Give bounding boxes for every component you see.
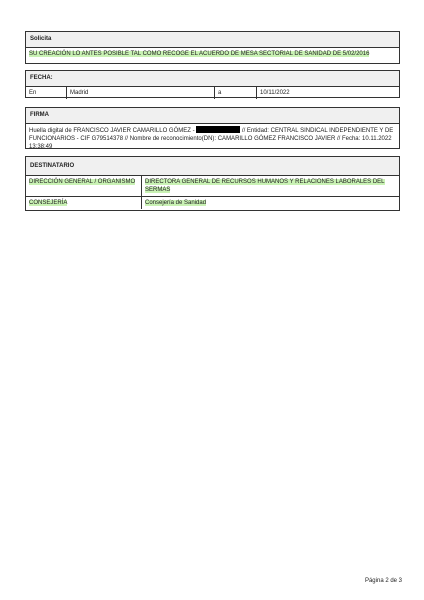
destinatario-section [25, 156, 400, 211]
destinatario-row [26, 196, 399, 209]
direccion-label: DIRECCIÓN GENERAL / ORGANISMO [29, 179, 136, 185]
firma-section [25, 107, 400, 149]
page-number: Página 2 de 3 [364, 578, 402, 584]
fecha-a-label: a [214, 87, 256, 99]
fecha-en-label: En [29, 90, 37, 96]
fecha-header: FECHA: [26, 71, 399, 87]
destinatario-header: DESTINATARIO [26, 157, 399, 176]
firma-header: FIRMA [26, 108, 399, 124]
direccion-value: DIRECTORA GENERAL DE RECURSOS HUMANOS Y RELACIONES LABORALES DEL SERMAS [145, 179, 385, 193]
fecha-section [25, 70, 400, 98]
destinatario-row [26, 176, 399, 196]
fecha-date: 10/11/2022 [256, 87, 399, 99]
solicita-text: SU CREACIÓN LO ANTES POSIBLE TAL COMO RECOGE EL ACUERDO DE MESA SECTORIAL DE SANIDAD DE 5/02/2016 [29, 51, 370, 57]
solicita-section [25, 31, 400, 64]
consejeria-value: Consejería de Sanidad [145, 200, 207, 206]
fecha-row [26, 87, 399, 99]
firma-text: Huella digital de FRANCISCO JAVIER CAMARILLO GÓMEZ - // Entidad: CENTRAL SINDICAL INDEPENDIENTE Y DE FUNCIONARIOS - CIF G79514378 // Nombre de reconocimiento(DN): CAMARILLO GÓMEZ FRANCISCO JAVIER // Fecha: 10.11.2022 13:38:49 [29, 128, 394, 150]
solicita-header: Solicita [26, 32, 399, 48]
consejeria-label: CONSEJERÍA [29, 200, 68, 206]
redaction-bar [196, 126, 240, 133]
fecha-place: Madrid [66, 87, 214, 99]
